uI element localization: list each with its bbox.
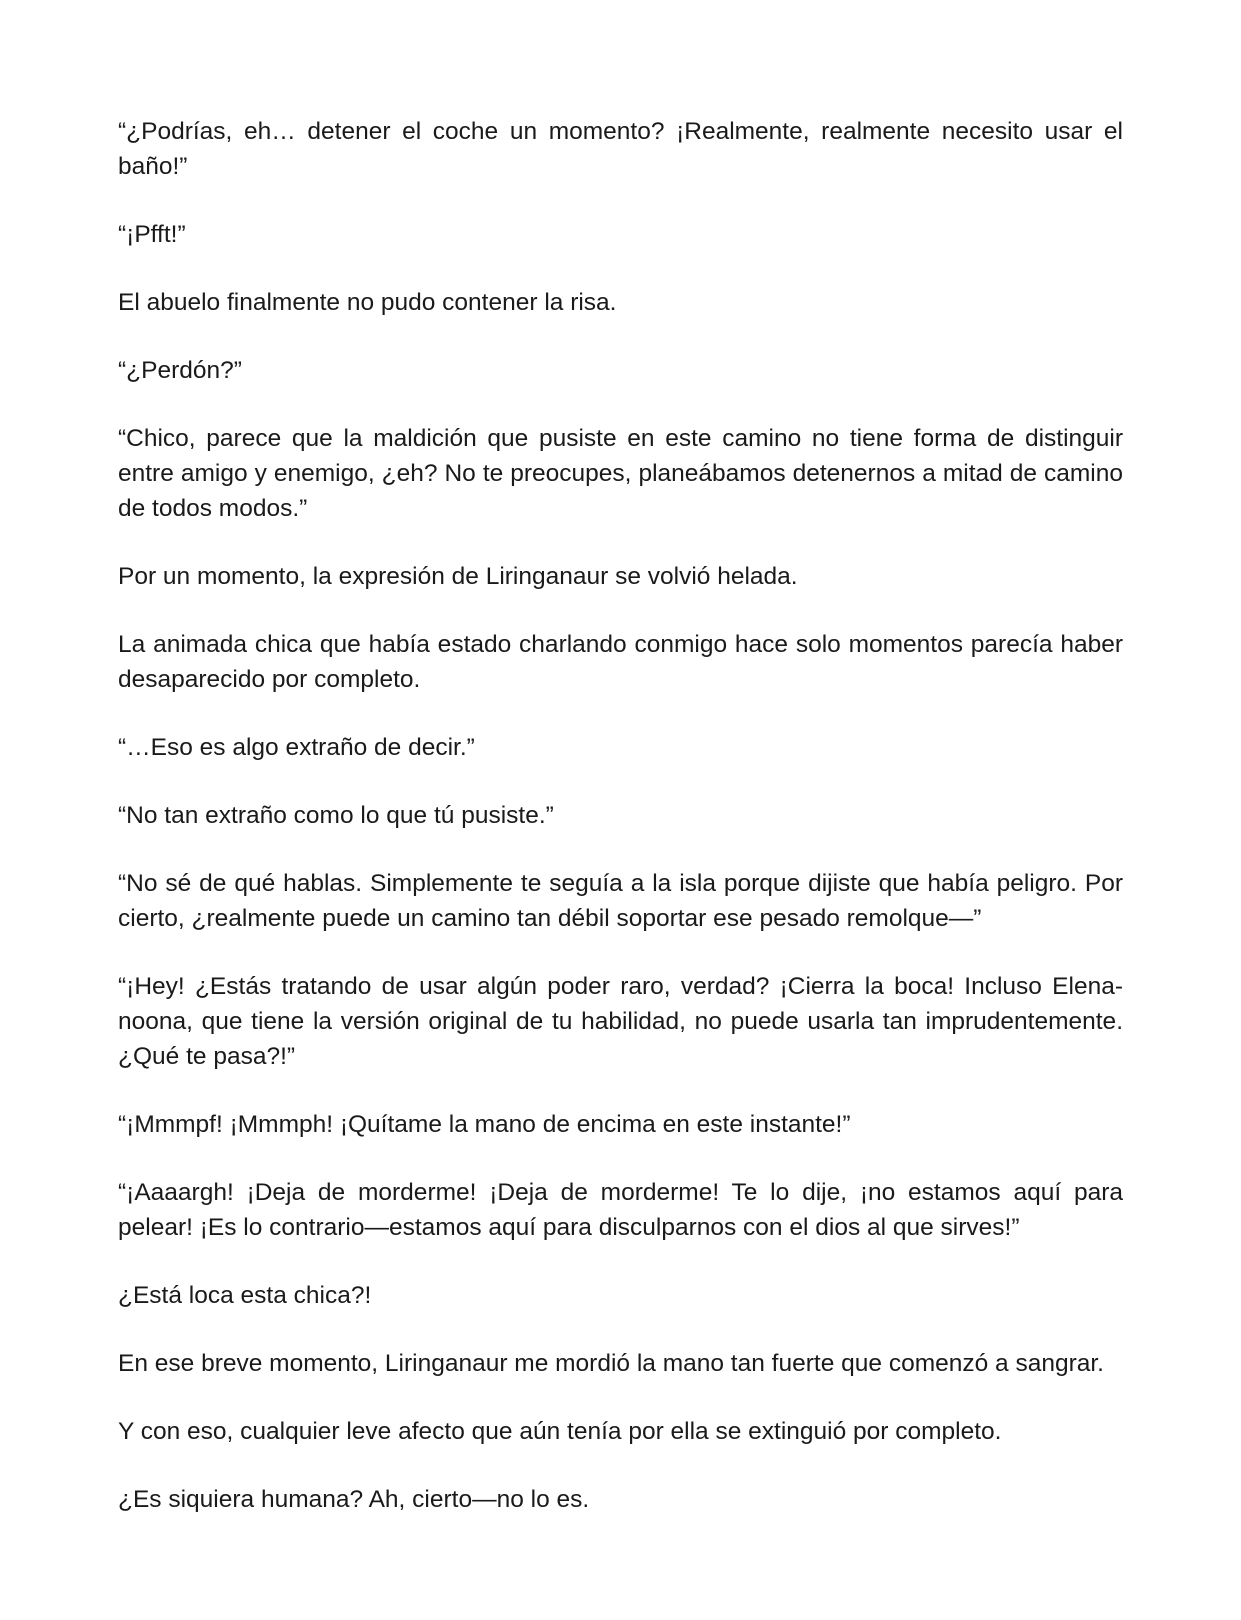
paragraph: ¿Está loca esta chica?! — [118, 1282, 372, 1309]
paragraph: “Chico, parece que la maldición que pusiste en este camino no tiene forma de distinguir entre amigo y enemigo, ¿eh? No te preocupes, planeábamos detenernos a mitad de camino de todos modos.” — [118, 425, 1123, 522]
paragraph: En ese breve momento, Liringanaur me mordió la mano tan fuerte que comenzó a sangrar. — [118, 1350, 1104, 1377]
paragraph: “¡Aaaargh! ¡Deja de morderme! ¡Deja de morderme! Te lo dije, ¡no estamos aquí para pelear! ¡Es lo contrario—estamos aquí para disculparnos con el dios al que sirves!” — [118, 1179, 1123, 1241]
body-text — [118, 114, 1123, 1550]
paragraph: El abuelo finalmente no pudo contener la risa. — [118, 289, 617, 316]
paragraph: ¿Es siquiera humana? Ah, cierto—no lo es. — [118, 1486, 590, 1513]
paragraph: “…Eso es algo extraño de decir.” — [118, 734, 475, 761]
paragraph: La animada chica que había estado charlando conmigo hace solo momentos parecía haber desaparecido por completo. — [118, 631, 1123, 693]
paragraph: Por un momento, la expresión de Liringanaur se volvió helada. — [118, 563, 798, 590]
paragraph: “¿Perdón?” — [118, 357, 242, 384]
paragraph: “¿Podrías, eh… detener el coche un momento? ¡Realmente, realmente necesito usar el baño!” — [118, 118, 1123, 180]
paragraph: Y con eso, cualquier leve afecto que aún tenía por ella se extinguió por completo. — [118, 1418, 1002, 1445]
paragraph: “No tan extraño como lo que tú pusiste.” — [118, 802, 554, 829]
paragraph: “¡Mmmpf! ¡Mmmph! ¡Quítame la mano de encima en este instante!” — [118, 1111, 851, 1138]
paragraph: “¡Hey! ¿Estás tratando de usar algún poder raro, verdad? ¡Cierra la boca! Incluso Elena-noona, que tiene la versión original de tu habilidad, no puede usarla tan imprudentemente. ¿Qué te pasa?!” — [118, 973, 1123, 1070]
paragraph: “No sé de qué hablas. Simplemente te seguía a la isla porque dijiste que había peligro. Por cierto, ¿realmente puede un camino tan débil soportar ese pesado remolque—” — [118, 870, 1123, 932]
paragraph: “¡Pfft!” — [118, 221, 186, 248]
